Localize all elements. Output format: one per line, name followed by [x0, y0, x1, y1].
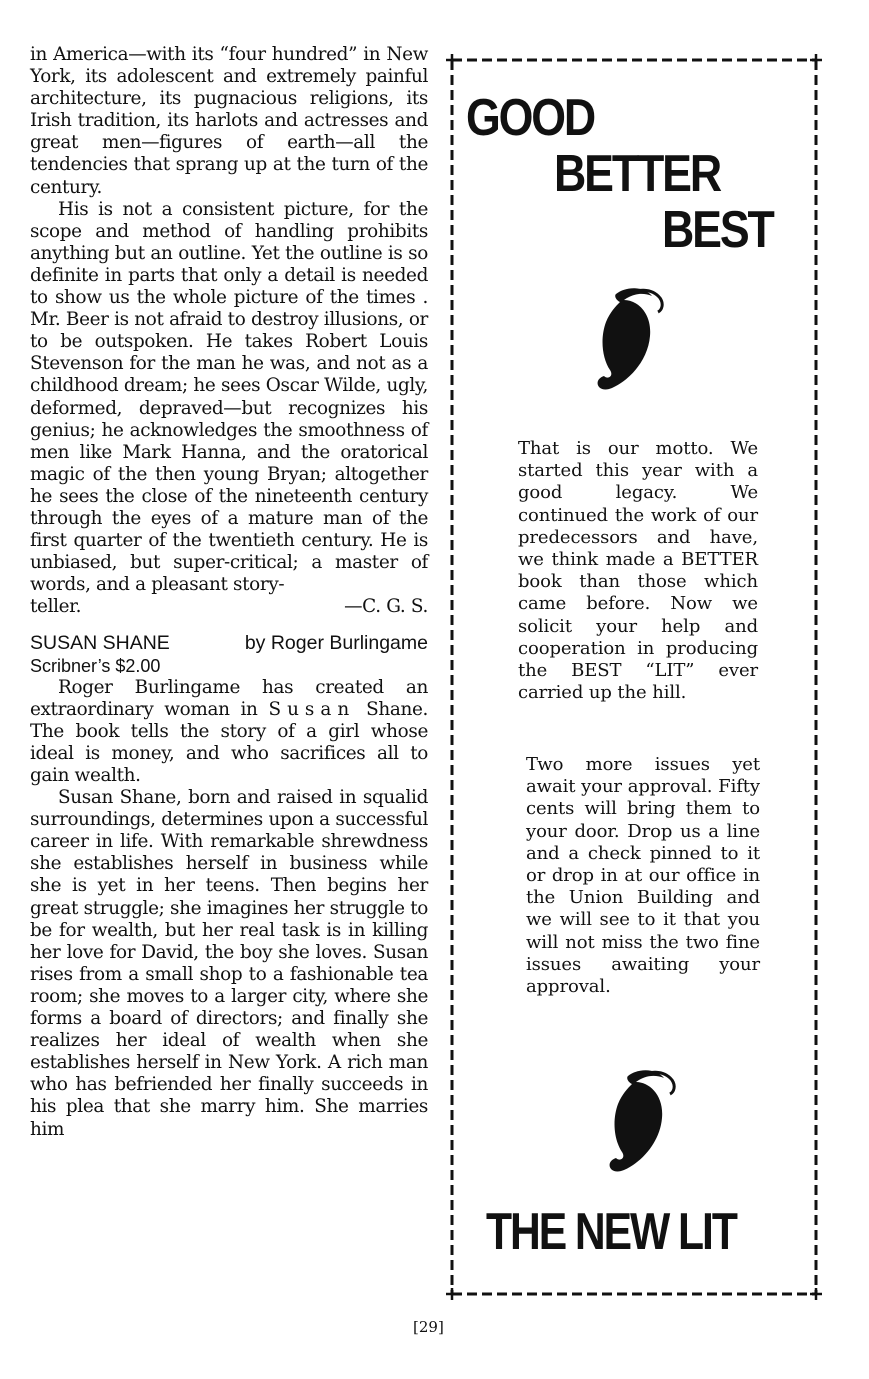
review-paragraph: in America—with its “four hundred” in New York, its adolescent and extremely painful architecture, its pugnacious religions, its Irish tradition, its harlots and actresses and great men—figures of earth—all the tendencies that sprang up at the turn of the century. — [30, 44, 428, 198]
book-title: SUSAN SHANE — [30, 632, 170, 655]
review-paragraph: His is not a consistent picture, for the scope and method of handling prohibits anything but an outline. Yet the outline is so definite in parts that only a detail is needed to show us the whole picture of the times . Mr. Beer is not afraid to destroy illusions, or to be outspoken. He takes Robert Louis Stevenson for the man he was, and not as a childhood dream; he sees Oscar Wilde, ugly, deformed, depraved—but recognizes his genius; he acknowledges the smoothness of men like Mark Hanna, and the oratorical magic of the then young Bryan; altogether he sees the close of the nineteenth century through the eyes of a mature man of the first quarter of the twentieth century. He is unbiased, but super-critical; a master of words, and a pleasant story- — [30, 198, 428, 596]
ad-headline-good: GOOD — [466, 89, 595, 147]
review-paragraph: Susan Shane, born and raised in squalid surroundings, determines upon a successful career in life. With remarkable shrewdness she establishes herself in business while she is yet in her teens. Then begins her great struggle; she imagines her struggle to be for wealth, but her real task is in killing her love for David, the boy she loves. Susan rises from a small shop to a fashionable tea room; she moves to a larger city, where she forms a board of directors; and finally she realizes her ideal of wealth when she establishes herself in New York. A rich man who has befriended her finally succeeds in his plea that she marry him. She marries him — [30, 787, 428, 1140]
page-number: [29] — [413, 1318, 444, 1336]
ad-headline-better: BETTER — [554, 145, 720, 203]
review-paragraph — [30, 677, 428, 787]
review-column — [30, 44, 428, 1141]
review-last-word: teller. — [30, 596, 82, 618]
review-text: Roger Burlingame has created an extraordinary woman in — [30, 676, 428, 720]
ad-headline-best: BEST — [662, 201, 773, 259]
book-publisher-price: Scribner’s $2.00 — [30, 655, 161, 676]
leaf-ornament-icon — [606, 1066, 682, 1182]
book-heading — [30, 632, 428, 654]
ad-motto-text: That is our motto. We started this year with a good legacy. We continued the work of our predecessors and have, we think made a BETTER book than those which came before. Now we solicit your help and cooperation in producing the BEST “LIT” ever carried up the hill. — [518, 438, 758, 704]
ad-footer-title: THE NEW LIT — [486, 1203, 736, 1261]
review-text-spaced: Susan — [268, 698, 356, 720]
ad-subscription-text: Two more issues yet await your approval. Fifty cents will bring them to your door. Drop us a line and a check pinned to it or drop in at our office in the Union Building and we will see to it that you will not miss the two fine issues awaiting your approval. — [526, 754, 760, 998]
review-text: Shane. The book tells the story of a girl whose ideal is money, and who sacrifices all to gain wealth. — [30, 698, 428, 786]
leaf-ornament-icon — [594, 284, 670, 400]
advertisement-box — [446, 54, 822, 1300]
review-signature: —C. G. S. — [344, 596, 428, 618]
review-signature-line — [30, 596, 428, 618]
book-author: by Roger Burlingame — [244, 632, 428, 655]
